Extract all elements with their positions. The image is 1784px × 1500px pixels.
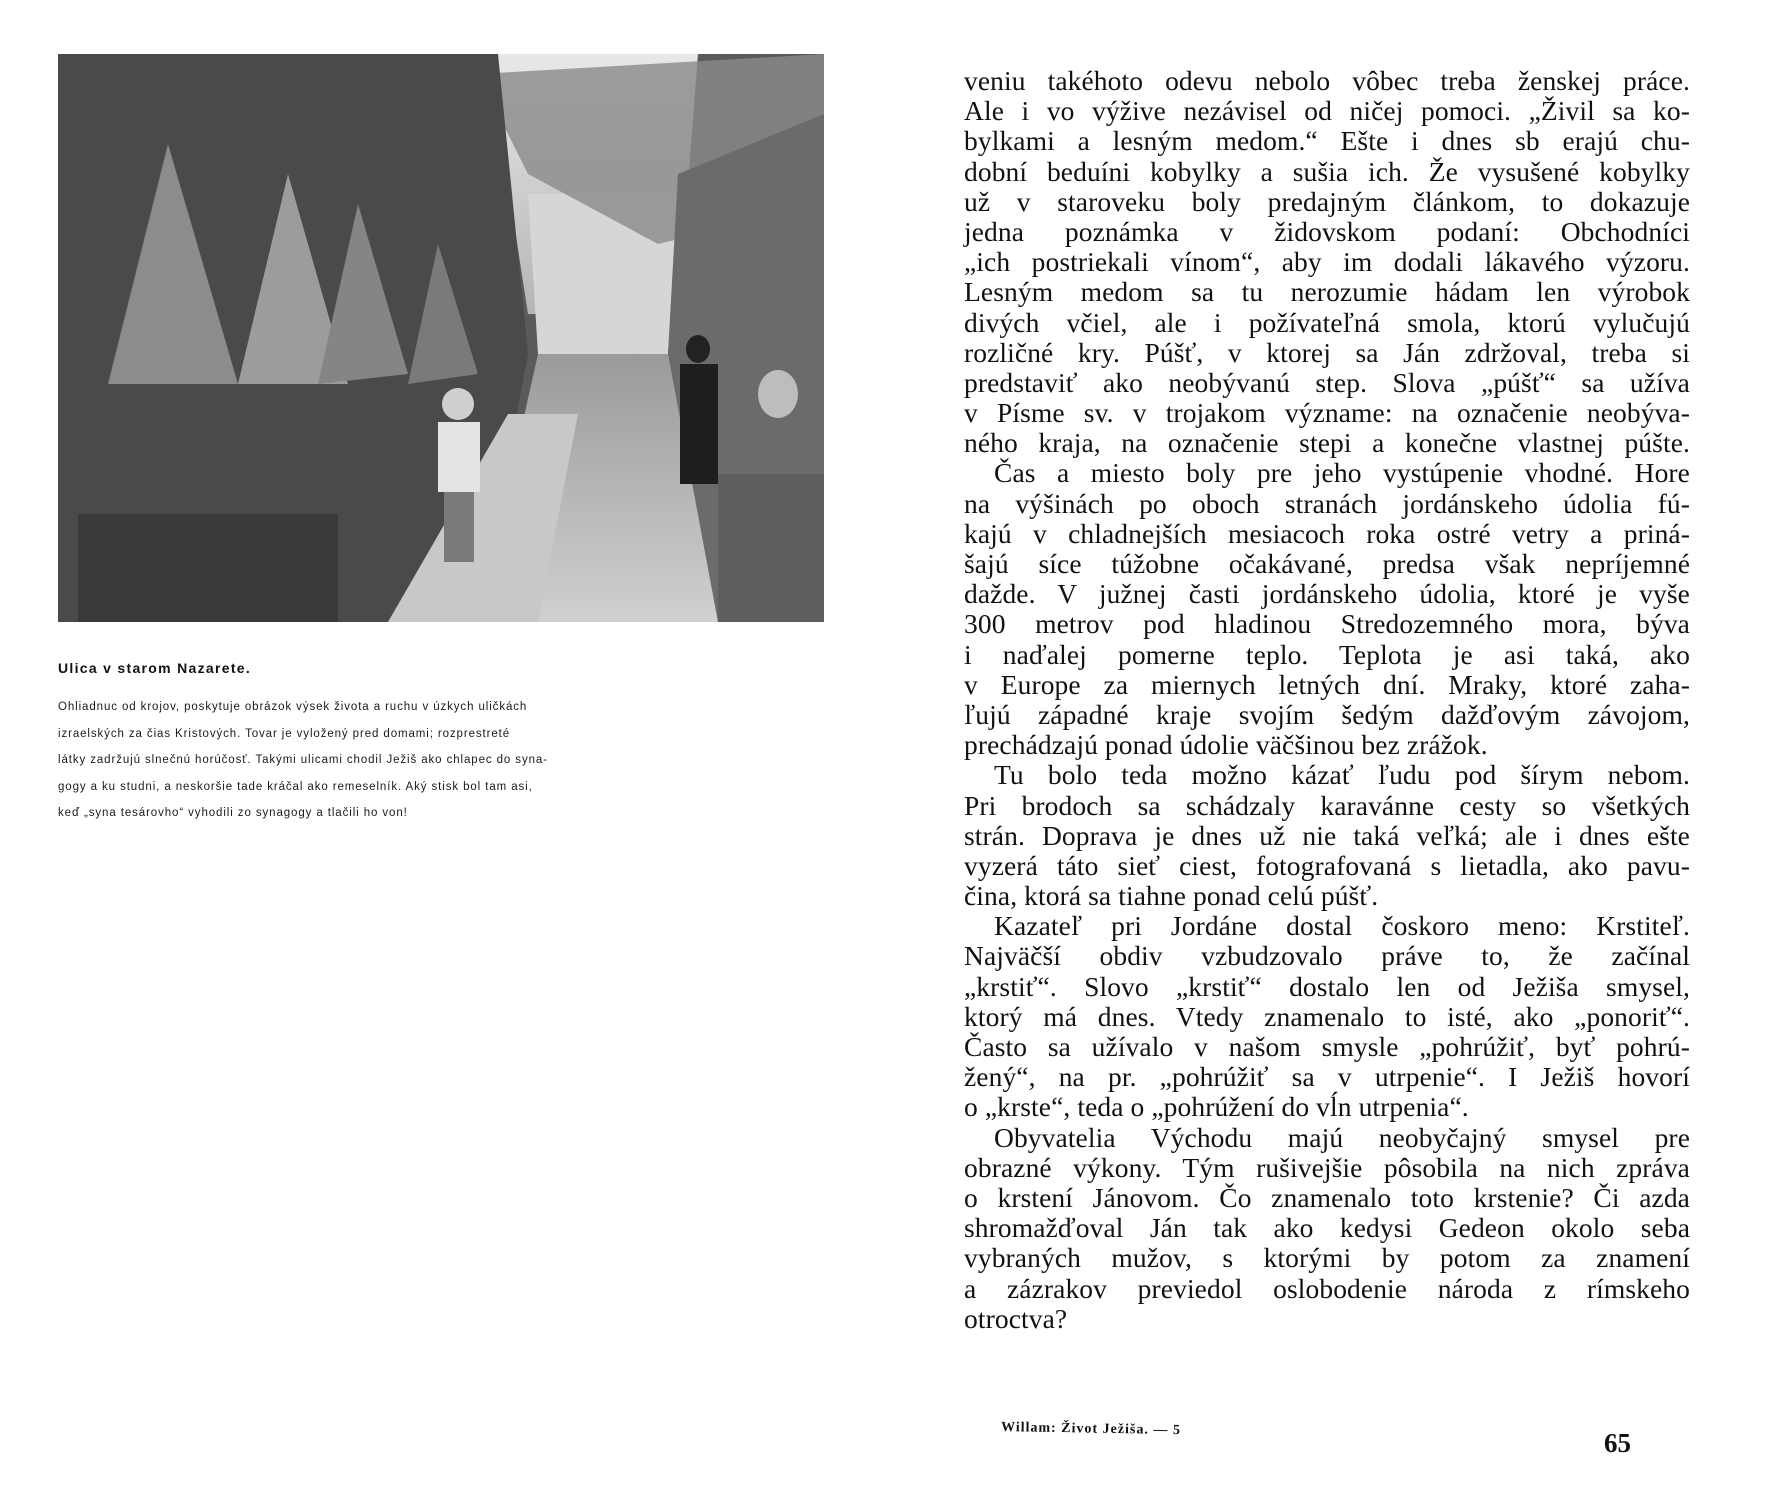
text-line: Kazateľ pri Jordáne dostal čoskoro meno: Krstiteľ. xyxy=(994,910,1690,942)
body-text-column xyxy=(964,66,1690,1334)
text-line: i naďalej pomerne teplo. Teplota je asi taká, ako xyxy=(964,638,1690,670)
text-line: ného kraja, na označenie stepi a konečne vlastnej púšte. xyxy=(964,427,1690,459)
text-line: divých včiel, ale i požívateľná smola, ktorú vylučujú xyxy=(964,306,1690,338)
text-line: kajú v chladnejších mesiacoch roka ostré vetry a priná- xyxy=(964,517,1690,549)
footer-reference: Willam: Život Ježiša. — 5 xyxy=(1000,1420,1182,1439)
text-line: v Písme sv. v trojakom význame: na označenie neobýva- xyxy=(964,397,1690,429)
text-line: už v staroveku boly predajným článkom, to dokazuje xyxy=(964,185,1690,217)
text-line: ktorý má dnes. Vtedy znamenalo to isté, ako „ponoriť“. xyxy=(964,1000,1690,1032)
text-line: Čas a miesto boly pre jeho vystúpenie vhodné. Hore xyxy=(994,457,1690,489)
text-line: a zázrakov previedol oslobodenie národa z rímskeho xyxy=(964,1272,1690,1304)
text-line: žený“, na pr. „pohrúžiť sa v utrpenie“. I Ježiš hovorí xyxy=(964,1061,1690,1093)
text-line: dažde. V južnej časti jordánskeho údolia, ktoré je vyše xyxy=(964,578,1690,610)
text-line: jedna poznámka v židovskom podaní: Obchodníci xyxy=(964,215,1690,247)
photo-caption-body xyxy=(58,694,748,827)
street-photo-illustration xyxy=(58,54,824,622)
caption-line: gogy a ku studni, a neskoršie tade kráčal ako remeselník. Aký stisk bol tam asi, xyxy=(58,780,533,793)
text-line: Tu bolo teda možno kázať ľudu pod šírym nebom. xyxy=(994,759,1690,791)
text-line: rozličné kry. Púšť, v ktorej sa Ján zdržoval, treba si xyxy=(964,336,1690,368)
text-line: „ich postriekali vínom“, aby im dodali lákavého výzoru. xyxy=(964,246,1690,278)
text-line: otroctva? xyxy=(964,1302,1068,1334)
text-line: Obyvatelia Východu majú neobyčajný smysel pre xyxy=(994,1121,1690,1153)
text-line: strán. Doprava je dnes už nie taká veľká; ale i dnes ešte xyxy=(964,819,1690,851)
caption-line: keď „syna tesárovho“ vyhodili zo synagogy a tlačili ho von! xyxy=(58,807,408,819)
text-line: Pri brodoch sa schádzaly karavánne cesty so všetkých xyxy=(964,789,1690,821)
text-line: veniu takéhoto odevu nebolo vôbec treba ženskej práce. xyxy=(964,65,1690,96)
text-line: „krstiť“. Slovo „krstiť“ dostalo len od Ježiša smysel, xyxy=(964,970,1690,1002)
text-line: Často sa užívalo v našom smysle „pohrúžiť, byť pohrú- xyxy=(964,1031,1690,1062)
text-line: šajú síce túžobne očakávané, predsa však nepríjemné xyxy=(964,548,1690,579)
text-line: bylkami a lesným medom.“ Ešte i dnes sb erajú chu- xyxy=(964,125,1690,157)
text-line: predstaviť ako neobývanú step. Slova „púšť“ sa užíva xyxy=(964,366,1690,398)
text-line: ľujú západné kraje svojím šedým dažďovým závojom, xyxy=(964,698,1690,730)
caption-line: izraelských za čias Kristových. Tovar je vyložený pred domami; rozprestreté xyxy=(58,727,511,740)
text-line: Lesným medom sa tu nerozumie hádam len výrobok xyxy=(964,276,1690,308)
text-line: obrazné výkony. Tým rušivejšie pôsobila na nich zpráva xyxy=(964,1151,1690,1183)
text-line: Ale i vo výžive nezávisel od ničej pomoci. „Živil sa ko- xyxy=(964,95,1690,127)
text-line: prechádzajú ponad údolie väčšinou bez zrážok. xyxy=(964,729,1488,761)
text-line: vyzerá táto sieť ciest, fotografovaná s lietadla, ako pavu- xyxy=(964,849,1690,881)
text-line: vybraných mužov, s ktorými by potom za znamení xyxy=(964,1242,1690,1274)
text-line: dobní beduíni kobylky a sušia ich. Že vysušené kobylky xyxy=(964,155,1690,187)
text-line: shromažďoval Ján tak ako kedysi Gedeon okolo seba xyxy=(964,1212,1690,1244)
text-line: na výšinách po oboch stranách jordánskeho údolia fú- xyxy=(964,487,1690,519)
caption-line: Ohliadnuc od krojov, poskytuje obrázok výsek života a ruchu v úzkych uličkách xyxy=(58,701,528,713)
caption-line: látky zadržujú slnečnú horúčosť. Takými ulicami chodil Ježiš ako chlapec do syna- xyxy=(58,754,548,766)
text-line: čina, ktorá sa tiahne ponad celú púšť. xyxy=(964,880,1379,912)
text-line: o krstení Jánovom. Čo znamenalo toto krstenie? Či azda xyxy=(964,1181,1690,1213)
text-line: o „krste“, teda o „pohrúžení do vĺn utrpenia“. xyxy=(964,1091,1469,1123)
page-number: 65 xyxy=(1604,1428,1631,1458)
street-photo xyxy=(58,54,824,622)
text-line: v Europe za miernych letných dní. Mraky, ktoré zaha- xyxy=(964,668,1690,700)
photo-caption-title: Ulica v starom Nazarete. xyxy=(58,660,252,676)
text-line: Najväčší obdiv vzbudzovalo práve to, že začínal xyxy=(964,940,1690,972)
text-line: 300 metrov pod hladinou Stredozemného mora, býva xyxy=(964,608,1690,640)
